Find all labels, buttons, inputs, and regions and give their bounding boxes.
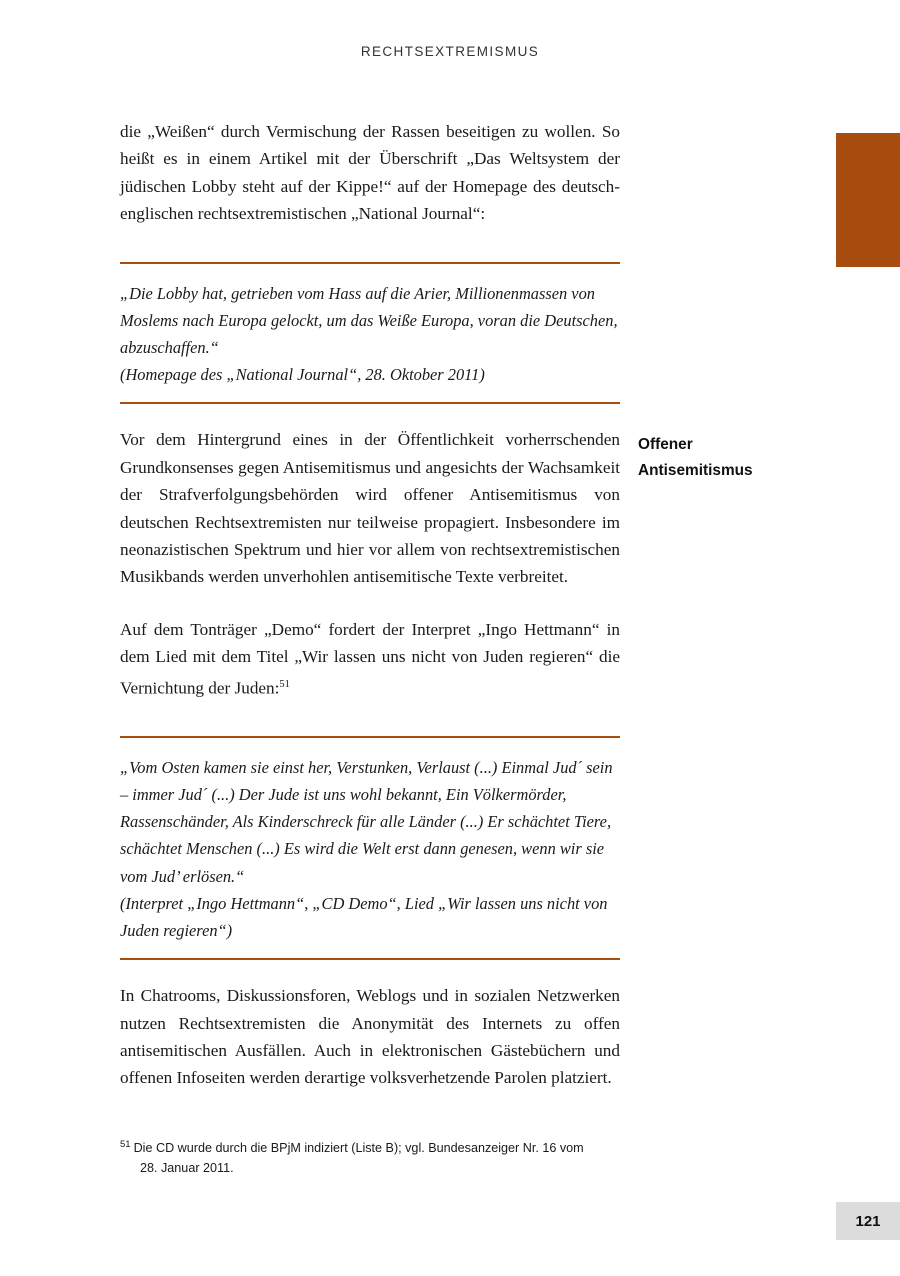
chapter-edge-marker: [836, 133, 900, 267]
quote-1-text: „Die Lobby hat, getrieben vom Hass auf die Arier, Millionenmassen von Moslems nach Europa gelockt, um das Weiße Europa, voran die Deutschen, abzuschaffen.“: [120, 283, 618, 358]
spacer-1: [120, 404, 620, 426]
body-paragraph-2: Vor dem Hintergrund eines in der Öffentlichkeit vorherrschenden Grundkonsenses gegen Antisemitismus und angesichts der Wachsamkeit der Strafverfolgungsbehörden wird offener Antisemitismus von deutschen Rechtsextremisten nur teilweise propagiert. Insbesondere im neonazistischen Spektrum und hier vor allem von rechtsextremistischen Musikbands werden unverhohlen antisemitische Texte verbreitet.: [120, 430, 620, 587]
quote-2-source: (Interpret „Ingo Hettmann“, „CD Demo“, Lied „Wir lassen uns nicht von Juden regieren“): [120, 893, 608, 941]
body-paragraph-4: In Chatrooms, Diskussionsforen, Weblogs und in sozialen Netzwerken nutzen Rechtsextremisten die Anonymität des Internets zu offen antisemitischen Ausfällen. Auch in elektronischen Gästebüchern und offenen Infoseiten werden derartige volksverhetzende Parolen platziert.: [120, 986, 620, 1088]
quote-block-1: [120, 262, 620, 405]
quote-2-text: „Vom Osten kamen sie einst her, Verstunken, Verlaust (...) Einmal Jud´ sein – immer Jud´ (...) Der Jude ist uns wohl bekannt, Ein Völkermörder, Rassenschänder, Als Kinderschreck für alle Länder (...) Er schächtet Tiere, schächtet Menschen (...) Es wird die Welt erst dann genesen, wenn wir sie vom Jud’ erlösen.“: [120, 757, 613, 886]
margin-note-line-2: Antisemitismus: [638, 462, 753, 479]
footnote-text-line-1: Die CD wurde durch die BPjM indiziert (Liste B); vgl. Bundesanzeiger Nr. 16 vom: [133, 1141, 584, 1156]
footnote-51: [120, 1135, 622, 1178]
quote-block-2: [120, 736, 620, 960]
margin-note: [638, 432, 858, 484]
body-paragraph-3-text: Auf dem Tonträger „Demo“ fordert der Interpret „Ingo Hettmann“ in dem Lied mit dem Titel „Wir lassen uns nicht von Juden regieren“ die Vernichtung der Juden:: [120, 619, 620, 698]
body-paragraph-3: [120, 616, 620, 702]
footnote-marker: 51: [120, 1139, 131, 1150]
page-number: 121: [836, 1202, 900, 1240]
quote-1-source: (Homepage des „National Journal“, 28. Oktober 2011): [120, 365, 485, 385]
footnote-first-line: [120, 1135, 622, 1159]
spacer-2: [120, 960, 620, 982]
footnote-reference-51: 51: [279, 678, 290, 690]
margin-note-line-1: Offener: [638, 436, 693, 453]
main-text-column: [120, 118, 620, 1092]
footnote-text-line-2: 28. Januar 2011.: [140, 1160, 234, 1175]
running-head: RECHTSEXTREMISMUS: [360, 44, 540, 59]
body-paragraph-1: die „Weißen“ durch Vermischung der Rassen beseitigen zu wollen. So heißt es in einem Artikel mit der Überschrift „Das Weltsystem der jüdischen Lobby steht auf der Kippe!“ auf der Homepage des deutsch-englischen rechtsextremistischen „National Journal“:: [120, 122, 620, 224]
